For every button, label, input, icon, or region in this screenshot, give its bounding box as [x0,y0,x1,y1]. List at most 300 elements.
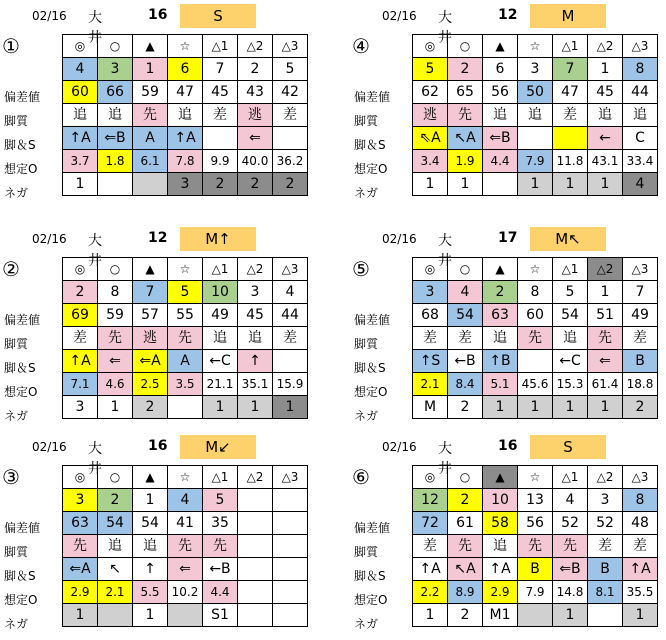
nega-cell: 2 [238,173,273,196]
nega-cell [273,604,308,627]
table-row [63,104,308,127]
table-row [413,489,658,512]
race-venue: 大井 [438,10,452,46]
table-row [63,396,308,419]
style-cell: 追 [63,104,98,127]
nega-cell: 2 [448,604,483,627]
ls-cell: ←B [203,558,238,581]
table-row [63,258,308,281]
row-label: 脚＆S [354,138,386,152]
dev-cell: 63 [483,304,518,327]
style-cell: 先 [518,535,553,558]
table-row [413,104,658,127]
row-label: 想定O [4,162,38,176]
odds-cell: 15.3 [553,373,588,396]
dev-cell: 44 [623,81,658,104]
mark-cell: △2 [238,35,273,58]
nega-cell: S1 [203,604,238,627]
style-cell: 先 [63,535,98,558]
style-cell: 先 [98,327,133,350]
ls-cell: ↑A [483,558,518,581]
style-cell: 先 [168,327,203,350]
ls-cell [518,350,553,373]
style-cell: 先 [553,535,588,558]
mark-cell: ▲ [483,258,518,281]
ls-cell: ⇐ [168,558,203,581]
dev-cell: 45 [238,304,273,327]
dev-cell: 45 [588,81,623,104]
table-row [413,350,658,373]
table-row [63,58,308,81]
race-number: ③ [2,465,20,489]
mark-cell: △2 [588,466,623,489]
dev-cell: 61 [448,512,483,535]
prediction-table [412,257,658,419]
table-row [413,466,658,489]
nega-cell: 1 [518,173,553,196]
dev-cell: 54 [98,512,133,535]
odds-cell: 10.2 [168,581,203,604]
mark-cell: △1 [553,466,588,489]
odds-cell: 4.6 [98,373,133,396]
row-label: 脚＆S [4,361,36,375]
row-label: 想定O [354,162,388,176]
mark-cell: △2 [238,258,273,281]
dev-cell: 68 [413,304,448,327]
race-venue: 大井 [438,233,452,269]
odds-cell: 3.5 [168,373,203,396]
race-runners: 16 [498,438,518,454]
odds-cell: 11.8 [553,150,588,173]
row-label: 脚質 [354,545,379,559]
table-row [413,373,658,396]
race-number: ⑤ [352,257,370,281]
nega-cell: 1 [483,396,518,419]
mark-cell: ☆ [168,35,203,58]
ls-cell: ↑A [63,127,98,150]
horse-number-cell: 1 [588,281,623,304]
horse-number-cell: 2 [448,58,483,81]
nega-cell: 3 [63,396,98,419]
mark-cell: ◎ [413,258,448,281]
horse-number-cell: 4 [63,58,98,81]
style-cell: 追 [98,104,133,127]
table-row [413,304,658,327]
table-row [63,535,308,558]
style-cell: 差 [63,327,98,350]
odds-cell: 36.2 [273,150,308,173]
ls-cell: ←C [203,350,238,373]
table-row [413,581,658,604]
nega-cell [98,604,133,627]
dev-cell: 59 [133,81,168,104]
style-cell: 追 [483,104,518,127]
dev-cell: 49 [203,304,238,327]
style-cell: 先 [133,104,168,127]
row-label: 脚質 [354,114,379,128]
style-cell: 追 [133,535,168,558]
prediction-table [412,34,658,196]
odds-cell: 5.5 [133,581,168,604]
horse-number-cell: 3 [588,489,623,512]
style-cell: 逃 [238,104,273,127]
horse-number-cell: 12 [413,489,448,512]
horse-number-cell: 1 [133,489,168,512]
horse-number-cell: 6 [483,58,518,81]
table-row [413,173,658,196]
table-row [413,396,658,419]
horse-number-cell: 3 [413,281,448,304]
row-label: 偏差値 [354,313,391,327]
row-label: 脚＆S [354,569,386,583]
odds-cell: 5.1 [483,373,518,396]
dev-cell: 54 [448,304,483,327]
pace-tag: M↑ [180,227,256,251]
table-row [63,281,308,304]
odds-cell: 2.2 [413,581,448,604]
prediction-table [62,465,308,627]
style-cell: 差 [413,327,448,350]
table-row [63,304,308,327]
dev-cell: 50 [518,81,553,104]
odds-cell: 33.4 [623,150,658,173]
dev-cell: 69 [63,304,98,327]
horse-number-cell: 10 [203,281,238,304]
style-cell: 追 [238,327,273,350]
horse-number-cell: 4 [553,489,588,512]
horse-number-cell: 7 [203,58,238,81]
ls-cell: ⇐B [553,558,588,581]
horse-number-cell: 7 [553,58,588,81]
dev-cell: 57 [133,304,168,327]
odds-cell: 35.1 [238,373,273,396]
odds-cell: 7.1 [63,373,98,396]
table-row [63,173,308,196]
horse-number-cell: 5 [413,58,448,81]
ls-cell [273,558,308,581]
nega-cell: 1 [448,173,483,196]
race-date: 02/16 [382,9,417,23]
mark-cell: ○ [98,35,133,58]
mark-cell: △3 [273,258,308,281]
table-row [63,127,308,150]
dev-cell: 56 [518,512,553,535]
dev-cell: 60 [63,81,98,104]
race-runners: 12 [498,7,518,23]
style-cell: 逃 [133,327,168,350]
mark-cell: △1 [553,35,588,58]
horse-number-cell: 5 [168,281,203,304]
style-cell: 追 [483,535,518,558]
odds-cell: 6.1 [133,150,168,173]
race-date: 02/16 [382,440,417,454]
style-cell: 先 [518,327,553,350]
odds-cell: 2.9 [483,581,518,604]
table-row [413,127,658,150]
nega-cell: 3 [168,173,203,196]
horse-number-cell: 13 [518,489,553,512]
style-cell: 先 [588,327,623,350]
odds-cell: 43.1 [588,150,623,173]
dev-cell: 63 [63,512,98,535]
nega-cell: 1 [413,173,448,196]
table-row [63,350,308,373]
ls-cell: B [623,350,658,373]
mark-cell: ○ [448,258,483,281]
odds-cell: 7.9 [518,150,553,173]
horse-number-cell: 2 [483,281,518,304]
nega-cell: 1 [518,396,553,419]
nega-cell: 1 [238,396,273,419]
ls-cell: ⇖A [413,127,448,150]
horse-number-cell: 8 [623,58,658,81]
nega-cell: 1 [623,604,658,627]
ls-cell: ← [588,127,623,150]
dev-cell: 65 [448,81,483,104]
nega-cell: 4 [623,173,658,196]
horse-number-cell: 4 [448,281,483,304]
horse-number-cell: 7 [133,281,168,304]
mark-cell: △3 [273,35,308,58]
style-cell: 差 [553,104,588,127]
race-panel [350,435,666,640]
nega-cell: 1 [413,604,448,627]
mark-cell: ▲ [483,466,518,489]
ls-cell [238,558,273,581]
ls-cell: ⇐A [133,350,168,373]
style-cell: 差 [588,535,623,558]
table-row [413,604,658,627]
pace-tag: S [530,435,606,459]
nega-cell [168,396,203,419]
table-row [413,81,658,104]
dev-cell: 47 [168,81,203,104]
mark-cell: ◎ [413,35,448,58]
race-panel [0,227,320,432]
nega-cell [483,173,518,196]
mark-cell: ○ [98,258,133,281]
race-number: ② [2,257,20,281]
odds-cell: 3.7 [63,150,98,173]
row-label: 偏差値 [4,521,41,535]
table-row [413,558,658,581]
mark-cell: △3 [623,466,658,489]
horse-number-cell: 5 [203,489,238,512]
nega-cell [588,604,623,627]
table-row [63,466,308,489]
dev-cell: 47 [553,81,588,104]
nega-cell: M [413,396,448,419]
odds-cell: 2.5 [133,373,168,396]
table-row [63,81,308,104]
style-cell: 差 [413,535,448,558]
style-cell: 差 [273,327,308,350]
nega-cell [238,604,273,627]
row-label: 脚質 [4,545,29,559]
table-row [413,258,658,281]
ls-cell [518,127,553,150]
style-cell [238,535,273,558]
nega-cell: 2 [203,173,238,196]
style-cell: 追 [588,104,623,127]
row-label: ネガ [4,186,29,200]
odds-cell: 9.9 [203,150,238,173]
race-number: ④ [352,34,370,58]
horse-number-cell: 10 [483,489,518,512]
dev-cell [273,512,308,535]
row-label: 脚＆S [354,361,386,375]
ls-cell: ↑A [168,127,203,150]
horse-number-cell: 6 [168,58,203,81]
dev-cell: 48 [623,512,658,535]
table-row [63,489,308,512]
row-label: ネガ [354,186,379,200]
odds-cell: 1.8 [98,150,133,173]
odds-cell: 45.6 [518,373,553,396]
horse-number-cell: 2 [238,58,273,81]
table-row [63,558,308,581]
odds-cell: 7.8 [168,150,203,173]
mark-cell: △1 [203,35,238,58]
mark-cell: ▲ [133,35,168,58]
horse-number-cell: 3 [518,58,553,81]
nega-cell: 1 [553,396,588,419]
table-row [63,373,308,396]
table-row [413,150,658,173]
odds-cell: 18.8 [623,373,658,396]
dev-cell: 52 [588,512,623,535]
style-cell: 追 [623,104,658,127]
odds-cell: 8.9 [448,581,483,604]
ls-cell: ⇐ [98,350,133,373]
ls-cell: ↑A [623,558,658,581]
dev-cell: 60 [518,304,553,327]
mark-cell: ○ [98,466,133,489]
prediction-table [62,34,308,196]
mark-cell: ○ [448,466,483,489]
row-label: 偏差値 [4,90,41,104]
row-label: 脚＆S [4,138,36,152]
mark-cell: △2 [588,35,623,58]
horse-number-cell: 2 [448,489,483,512]
mark-cell: ◎ [413,466,448,489]
row-label: 偏差値 [4,313,41,327]
race-number: ⑥ [352,465,370,489]
horse-number-cell: 3 [98,58,133,81]
table-row [413,535,658,558]
prediction-table [62,257,308,419]
mark-cell: △2 [238,466,273,489]
ls-cell: ↖A [448,127,483,150]
horse-number-cell [273,489,308,512]
mark-cell: ▲ [133,258,168,281]
horse-number-cell: 2 [63,281,98,304]
ls-cell: A [168,350,203,373]
horse-number-cell: 7 [623,281,658,304]
nega-cell: 2 [448,396,483,419]
nega-cell [98,173,133,196]
mark-cell: ☆ [168,466,203,489]
race-runners: 16 [148,7,168,23]
nega-cell: 1 [553,604,588,627]
ls-cell [553,127,588,150]
race-date: 02/16 [32,232,67,246]
ls-cell: C [623,127,658,150]
row-label: 想定O [354,385,388,399]
ls-cell: ↖ [98,558,133,581]
race-runners: 16 [148,438,168,454]
style-cell: 差 [623,535,658,558]
dev-cell: 59 [98,304,133,327]
nega-cell: 1 [588,396,623,419]
table-row [413,512,658,535]
ls-cell: B [518,558,553,581]
horse-number-cell: 5 [553,281,588,304]
mark-cell: ◎ [63,466,98,489]
style-cell: 差 [448,327,483,350]
row-label: ネガ [354,617,379,631]
race-date: 02/16 [32,440,67,454]
odds-cell: 4.4 [203,581,238,604]
nega-cell: 1 [273,396,308,419]
mark-cell: △1 [203,258,238,281]
odds-cell: 2.9 [63,581,98,604]
mark-cell: ◎ [63,258,98,281]
row-label: ネガ [354,409,379,423]
style-cell: 差 [203,104,238,127]
ls-cell: ↑B [483,350,518,373]
odds-cell: 4.4 [483,150,518,173]
mark-cell: △3 [623,35,658,58]
table-row [63,327,308,350]
odds-cell [238,581,273,604]
dev-cell: 72 [413,512,448,535]
dev-cell: 51 [588,304,623,327]
race-runners: 17 [498,230,518,246]
table-row [413,35,658,58]
odds-cell [273,581,308,604]
horse-number-cell: 8 [518,281,553,304]
dev-cell [238,512,273,535]
table-row [63,150,308,173]
mark-cell: ▲ [133,466,168,489]
nega-cell: 1 [63,173,98,196]
dev-cell: 54 [133,512,168,535]
odds-cell: 14.8 [553,581,588,604]
style-cell: 先 [203,535,238,558]
pace-tag: M [530,4,606,28]
nega-cell: 2 [133,396,168,419]
ls-cell [273,127,308,150]
table-row [63,35,308,58]
odds-cell: 2.1 [413,373,448,396]
dev-cell: 41 [168,512,203,535]
nega-cell: 2 [623,396,658,419]
ls-cell: ↑ [133,558,168,581]
odds-cell: 8.4 [448,373,483,396]
ls-cell: ←C [553,350,588,373]
nega-cell: 1 [133,604,168,627]
ls-cell: ⇐A [63,558,98,581]
dev-cell: 43 [238,81,273,104]
odds-cell: 8.1 [588,581,623,604]
nega-cell [168,604,203,627]
horse-number-cell: 8 [98,281,133,304]
mark-cell: △3 [273,466,308,489]
ls-cell: ↑ [238,350,273,373]
nega-cell [133,173,168,196]
race-panel [0,4,320,209]
